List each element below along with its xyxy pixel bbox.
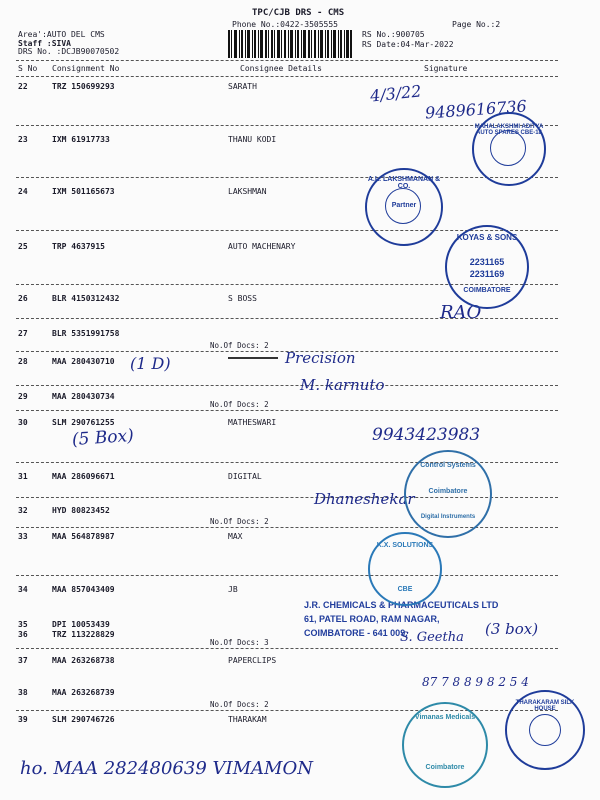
jr-stamp-line2: 61, PATEL ROAD, RAM NAGAR, <box>304 614 440 624</box>
row-39-consignee: THARAKAM <box>228 715 267 724</box>
row-divider <box>16 410 558 411</box>
handwritten-phone-38: 87 7 8 8 9 8 2 5 4 <box>422 675 529 689</box>
koyas-stamp-phone2: 2231169 <box>469 269 505 279</box>
row-26-consignee: S BOSS <box>228 294 257 303</box>
handwritten-note-30: (5 Box) <box>71 425 135 451</box>
handwritten-signature-36: S. Geetha <box>400 630 464 645</box>
row-33-consignee: MAX <box>228 532 243 541</box>
row-30-sno: 30 <box>18 418 28 427</box>
row-23-consignee: THANU KODI <box>228 135 277 144</box>
row-32-consignment: HYD 80823452 <box>52 506 110 515</box>
handwritten-signature-27: RAO <box>440 302 482 323</box>
row-32-sno: 32 <box>18 506 28 515</box>
rs-number: RS No.:900705 <box>362 30 425 39</box>
row-34-consignment: MAA 857043409 <box>52 585 115 594</box>
row-29-docs: No.Of Docs: 2 <box>210 400 269 409</box>
vimanas-medicals-stamp <box>402 702 488 788</box>
stamp-inner-ring <box>529 714 561 746</box>
row-37-consignee: PAPERCLIPS <box>228 656 277 665</box>
row-24-consignee: LAKSHMAN <box>228 187 267 196</box>
row-26-consignment: BLR 4150312432 <box>52 294 120 303</box>
row-33-consignment: MAA 564878987 <box>52 532 115 541</box>
row-34-consignee: JB <box>228 585 238 594</box>
control-systems-stamp <box>404 450 492 538</box>
row-37-sno: 37 <box>18 656 28 665</box>
rs-date: RS Date:04-Mar-2022 <box>362 40 454 49</box>
row-25-consignment: TRP 4637915 <box>52 242 105 251</box>
row-29-consignment: MAA 280430734 <box>52 392 115 401</box>
row-37-consignment: MAA 263268738 <box>52 656 115 665</box>
handwritten-note-36: (3 box) <box>485 620 539 638</box>
row-34-sno: 34 <box>18 585 28 594</box>
row-38-sno: 38 <box>18 688 28 697</box>
col-signature: Signature <box>424 64 468 73</box>
lakshmanan-stamp-partner: Partner <box>391 202 417 209</box>
handwritten-date: 4/3/22 <box>369 81 423 106</box>
tharakaram-stamp-text: THARAKARAM SILK HOUSE <box>515 700 575 712</box>
row-divider <box>16 575 558 576</box>
page-number: Page No.:2 <box>452 20 501 29</box>
vimanas-stamp-name: Vimanas Medicals <box>414 714 476 721</box>
row-28-sno: 28 <box>18 357 28 366</box>
lakshmanan-stamp-text: A.L. LAKSHMANAN & CO. <box>367 176 441 190</box>
koyas-sons-stamp <box>445 225 529 309</box>
row-29-sno: 29 <box>18 392 28 401</box>
row-27-sno: 27 <box>18 329 28 338</box>
row-24-consignment: IXM 501165673 <box>52 187 115 196</box>
vimanas-stamp-city: Coimbatore <box>425 764 465 771</box>
row-30-consignment: SLM 290761255 <box>52 418 115 427</box>
row-31-consignee: DIGITAL <box>228 472 262 481</box>
row-divider <box>16 177 558 178</box>
phone-number: Phone No.:0422-3505555 <box>232 20 338 29</box>
row-25-consignee: AUTO MACHENARY <box>228 242 296 251</box>
koyas-stamp-name: KOYAS & SONS <box>456 233 518 242</box>
row-28-consignment: MAA 280430710 <box>52 357 115 366</box>
row-31-consignment: MAA 286096671 <box>52 472 115 481</box>
row-divider <box>16 710 558 711</box>
row-39-consignment: SLM 290746726 <box>52 715 115 724</box>
tharakaram-stamp <box>505 690 585 770</box>
row-36-sno: 36 <box>18 630 28 639</box>
header-rule-top <box>16 60 558 61</box>
row-39-sno: 39 <box>18 715 28 724</box>
drs-number: DRS No. :DCJB90070502 <box>18 47 120 56</box>
document-title: TPC/CJB DRS - CMS <box>252 8 345 18</box>
row-31-sno: 31 <box>18 472 28 481</box>
row-24-sno: 24 <box>18 187 28 196</box>
col-consignment: Consignment No <box>52 64 120 73</box>
handwritten-signature-32: Dhaneshekar <box>314 490 415 508</box>
area-label: Area':AUTO DEL CMS <box>18 30 105 39</box>
handwritten-phone-22: 9489616736 <box>424 96 528 123</box>
kx-stamp-name: K.X. SOLUTIONS <box>376 542 434 549</box>
row-30-consignee: MATHESWARI <box>228 418 277 427</box>
lakshmanan-stamp <box>365 168 443 246</box>
barcode <box>228 30 352 58</box>
row-35-consignment: DPI 10053439 <box>52 620 110 629</box>
row-32-docs: No.Of Docs: 2 <box>210 517 269 526</box>
handwritten-footer-note: ho. MAA 282480639 VIMAMON <box>20 758 313 779</box>
jr-stamp-line3: COIMBATORE - 641 009. <box>304 628 408 638</box>
aditya-auto-stamp <box>472 112 546 186</box>
row-26-sno: 26 <box>18 294 28 303</box>
row-23-consignment: IXM 61917733 <box>52 135 110 144</box>
row-28-consignee-struck <box>228 357 278 363</box>
handwritten-note-28: (1 D) <box>130 354 171 373</box>
control-stamp-city: Coimbatore <box>428 488 468 495</box>
jr-stamp-line1: J.R. CHEMICALS & PHARMACEUTICALS LTD <box>304 600 499 610</box>
control-stamp-inner: Digital Instruments <box>420 514 476 520</box>
row-22-sno: 22 <box>18 82 28 91</box>
row-38-docs: No.Of Docs: 2 <box>210 700 269 709</box>
handwritten-phone-30: 9943423983 <box>372 425 481 445</box>
row-23-sno: 23 <box>18 135 28 144</box>
staff-label: Staff :SIVA <box>18 39 71 48</box>
kx-stamp-city: CBE <box>397 586 413 593</box>
row-divider <box>16 648 558 649</box>
row-38-consignment: MAA 263268739 <box>52 688 115 697</box>
control-stamp-name: Control Systems <box>420 462 476 469</box>
row-22-consignee: SARATH <box>228 82 257 91</box>
row-36-consignment: TRZ 113228829 <box>52 630 115 639</box>
row-22-consignment: TRZ 150699293 <box>52 82 115 91</box>
row-36-docs: No.Of Docs: 3 <box>210 638 269 647</box>
row-33-sno: 33 <box>18 532 28 541</box>
header-rule-bottom <box>16 76 558 77</box>
row-27-docs: No.Of Docs: 2 <box>210 341 269 350</box>
koyas-stamp-phone1: 2231165 <box>469 257 505 267</box>
row-27-consignment: BLR 5351991758 <box>52 329 120 338</box>
col-consignee: Consignee Details <box>240 64 322 73</box>
koyas-stamp-city: COIMBATORE <box>463 287 511 294</box>
row-divider <box>16 385 558 386</box>
row-25-sno: 25 <box>18 242 28 251</box>
handwritten-note-28b: Precision <box>285 349 356 367</box>
row-35-sno: 35 <box>18 620 28 629</box>
kx-solutions-stamp <box>368 532 442 606</box>
stamp-inner-ring <box>490 130 526 166</box>
col-sno: S No <box>18 64 38 73</box>
aditya-stamp-text: MAHALAKSHMI ADITYA AUTO SPARES CBE-18 <box>474 124 544 136</box>
handwritten-signature-29: M. karnuto <box>300 376 385 394</box>
